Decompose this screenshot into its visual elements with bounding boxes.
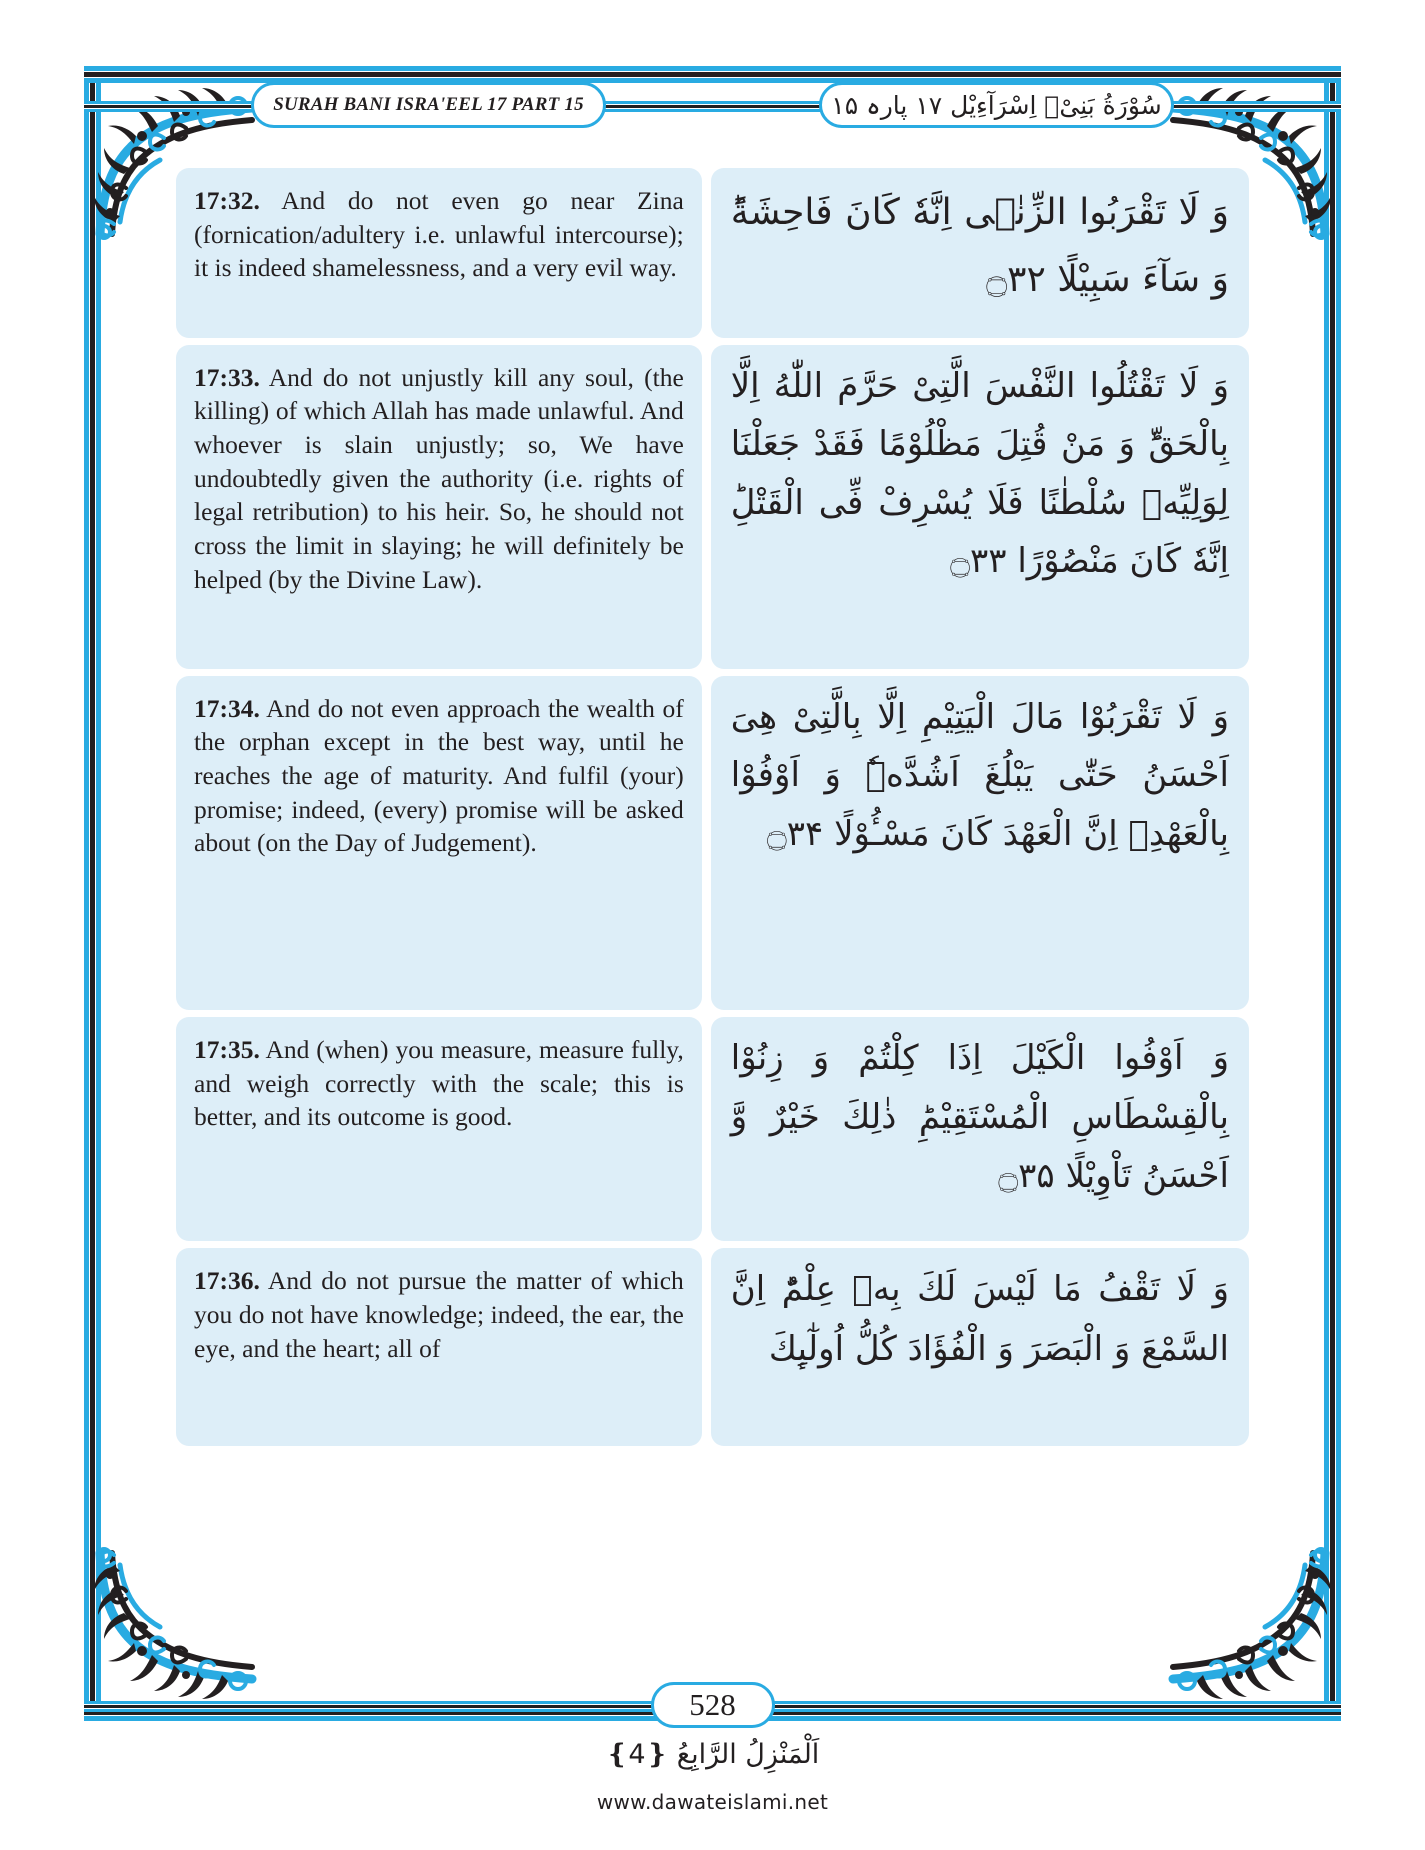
- border-rule-left: [84, 66, 101, 1721]
- verse-row: [176, 1017, 1249, 1241]
- manzil-label: اَلْمَنْزِلُ الرَّابِعُ ❴4❵: [605, 1739, 820, 1770]
- border-rule-top: [84, 66, 1341, 83]
- verse-translation-text: And do not unjustly kill any soul, (the killing) of which Allah has made unlawful. And whoever is slain unjustly; so, We have undoubtedly given the authority (i.e. rights of legal retribution) to his heir. So, he should not cross the limit in slaying; he will definitely be helped (by the Divine Law).: [194, 362, 684, 594]
- surah-title-pill-english: [251, 82, 606, 128]
- verse-translation-text: And do not even go near Zina (fornication/adultery i.e. unlawful intercourse); it is indeed shamelessness, and a very evil way.: [194, 186, 684, 283]
- verse-arabic-cell: [711, 676, 1249, 1010]
- verse-grid: [176, 168, 1249, 1446]
- verse-row: [176, 168, 1249, 338]
- verse-arabic-text: وَ لَا تَقْرَبُوْا مَالَ الْیَتِیْمِ اِلَّا بِالَّتِیْ هِیَ اَحْسَنُ حَتّٰى یَبْلُغَ اَشُدَّه۪ٗ وَ اَوْفُوْا بِالْعَهْدِۚ اِنَّ الْعَهْدَ كَانَ مَسْـُٔوْلًا ۝۳۴: [730, 696, 1229, 854]
- surah-title-pill-arabic: [819, 82, 1174, 128]
- surah-title-arabic: سُوْرَةُ بَنِیْۤ اِسْرَآءِیْل ۱۷ پارہ ۱۵: [831, 90, 1162, 120]
- verse-arabic-text: وَ لَا تَقْفُ مَا لَیْسَ لَكَ بِهٖ عِلْمٌؕ اِنَّ السَّمْعَ وَ الْبَصَرَ وَ الْفُؤَادَ كُلُّ اُولٰٓىِٕكَ: [730, 1269, 1229, 1369]
- verse-translation-text: And (when) you measure, measure fully, and weigh correctly with the scale; this is better, and its outcome is good.: [194, 1035, 684, 1132]
- verse-reference: 17:33.: [194, 362, 260, 392]
- verse-reference: 17:34.: [194, 693, 260, 723]
- verse-arabic-cell: [711, 1017, 1249, 1241]
- verse-translation-cell: [176, 345, 702, 669]
- border-rule-right: [1324, 66, 1341, 1721]
- verse-translation-text: And do not pursue the matter of which you do not have knowledge; indeed, the ear, the eye, and the heart; all of: [194, 1266, 684, 1363]
- verse-translation-cell: [176, 1017, 702, 1241]
- page-header: [84, 82, 1341, 130]
- verse-translation-cell: [176, 1248, 702, 1446]
- verse-arabic-cell: [711, 1248, 1249, 1446]
- verse-row: [176, 676, 1249, 1010]
- page-footer: [84, 1682, 1341, 1730]
- verse-arabic-text: وَ اَوْفُوا الْكَیْلَ اِذَا كِلْتُمْ وَ زِنُوْا بِالْقِسْطَاسِ الْمُسْتَقِیْمِؕ ذٰلِكَ خَیْرٌ وَّ اَحْسَنُ تَاْوِیْلًا ۝۳۵: [730, 1038, 1229, 1197]
- verse-reference: 17:35.: [194, 1035, 260, 1065]
- verse-arabic-cell: [711, 168, 1249, 338]
- verse-arabic-text: وَ لَا تَقْرَبُوا الزِّنٰۤى اِنَّهٗ كَانَ فَاحِشَةًؕ وَ سَآءَ سَبِیْلًا ۝۳۲: [730, 192, 1229, 300]
- verse-reference: 17:32.: [194, 186, 260, 215]
- verse-translation-cell: [176, 168, 702, 338]
- verse-row: [176, 1248, 1249, 1446]
- page-number-pill: [651, 1682, 775, 1728]
- verse-translation-text: And do not even approach the wealth of the orphan except in the best way, until he reaches the age of maturity. And fulfil (your) promise; indeed, (every) promise will be asked about (on the Day of Judgement).: [194, 693, 684, 858]
- verse-reference: 17:36.: [194, 1266, 260, 1296]
- verse-row: [176, 345, 1249, 669]
- verse-translation-cell: [176, 676, 702, 1010]
- surah-title-english: SURAH BANI ISRA'EEL 17 PART 15: [273, 94, 584, 115]
- website-url[interactable]: www.dawateislami.net: [596, 1790, 829, 1814]
- verse-arabic-text: وَ لَا تَقْتُلُوا النَّفْسَ الَّتِیْ حَرَّمَ اللّٰهُ اِلَّا بِالْحَقِّؕ وَ مَنْ قُتِلَ مَظْلُوْمًا فَقَدْ جَعَلْنَا لِوَلِیِّهٖ سُلْطٰنًا فَلَا یُسْرِفْ فِّی الْقَتْلِؕ اِنَّهٗ كَانَ مَنْصُوْرًا ۝۳۳: [730, 365, 1229, 581]
- page-number: 528: [689, 1687, 736, 1722]
- verse-arabic-cell: [711, 345, 1249, 669]
